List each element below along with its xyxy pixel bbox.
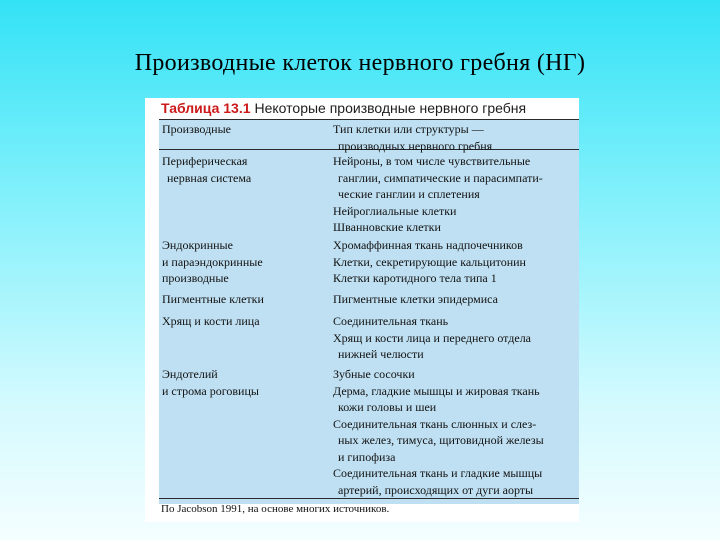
cell-line: нервная система [167, 170, 252, 185]
cell-line: Нейроны, в том числе чувствительные [333, 154, 531, 168]
slide-title: Производные клеток нервного гребня (НГ) [134, 50, 586, 76]
cell-line: Пигментные клетки [162, 292, 264, 306]
table-footnote: По Jacobson 1991, на основе многих источников. [161, 503, 390, 515]
cell-line: Дерма, гладкие мышцы и жировая ткань [333, 383, 540, 398]
cell-line: Хромаффинная ткань надпочечников [333, 238, 523, 252]
cell-line: Соединительная ткань слюнных и слез- [333, 416, 537, 431]
row-2-cell-types [333, 237, 526, 287]
row-3-cell-types [333, 291, 498, 308]
cell-line: Эндотелий [162, 367, 218, 381]
header-cell-type-line: Тип клетки или структуры — [333, 122, 484, 136]
row-1-cell-types [333, 153, 543, 236]
row-5-derivative [162, 366, 259, 399]
table-number: Таблица 13.1 [161, 100, 251, 116]
cell-line: Хрящ и кости лица и переднего отдела [333, 330, 532, 345]
cell-line: Эндокринные [162, 238, 233, 252]
cell-line: Зубные сосочки [333, 367, 415, 381]
table-bottom-rule [159, 498, 579, 499]
cell-line: ных желез, тимуса, щитовидной железы [338, 433, 544, 447]
row-1-derivative [162, 153, 251, 186]
cell-line: и параэндокринные [162, 254, 263, 269]
cell-line: артерий, происходящих от дуги аорты [338, 482, 534, 497]
row-4-cell-types [333, 313, 531, 363]
cell-line: Соединительная ткань и гладкие мышцы [333, 466, 543, 480]
cell-line: Хрящ и кости лица [162, 314, 260, 328]
column-headers [159, 120, 579, 153]
cell-line: Пигментные клетки эпидермиса [333, 292, 498, 306]
row-2-derivative [162, 237, 263, 287]
cell-line: Клетки, секретирующие кальцитонин [333, 254, 526, 269]
derivatives-table [159, 98, 579, 504]
cell-line: Соединительная ткань [333, 314, 449, 328]
table-caption-text: Некоторые производные нервного гребня [254, 100, 527, 116]
cell-line: и гипофиза [338, 449, 396, 464]
table-figure [145, 98, 579, 522]
row-3-derivative [162, 291, 264, 308]
header-cell-type-line: производных нервного гребня [338, 138, 493, 153]
row-5-cell-types [333, 366, 544, 498]
cell-line: производные [162, 271, 229, 285]
cell-line: Периферическая [162, 154, 248, 168]
cell-line: Нейроглиальные клетки [333, 203, 457, 218]
cell-line: нижней челюсти [338, 347, 424, 361]
cell-line: Клетки каротидного тела типа 1 [333, 271, 497, 285]
table-caption [159, 98, 579, 120]
header-derivatives: Производные [162, 122, 231, 136]
cell-line: ганглии, симпатические и парасимпати- [338, 170, 543, 185]
cell-line: ческие ганглии и сплетения [338, 187, 480, 201]
cell-line: кожи головы и шеи [338, 400, 437, 414]
header-cell-type [333, 121, 492, 154]
row-4-derivative [162, 313, 260, 330]
cell-line: Шванновские клетки [333, 220, 441, 234]
cell-line: и строма роговицы [162, 383, 259, 398]
